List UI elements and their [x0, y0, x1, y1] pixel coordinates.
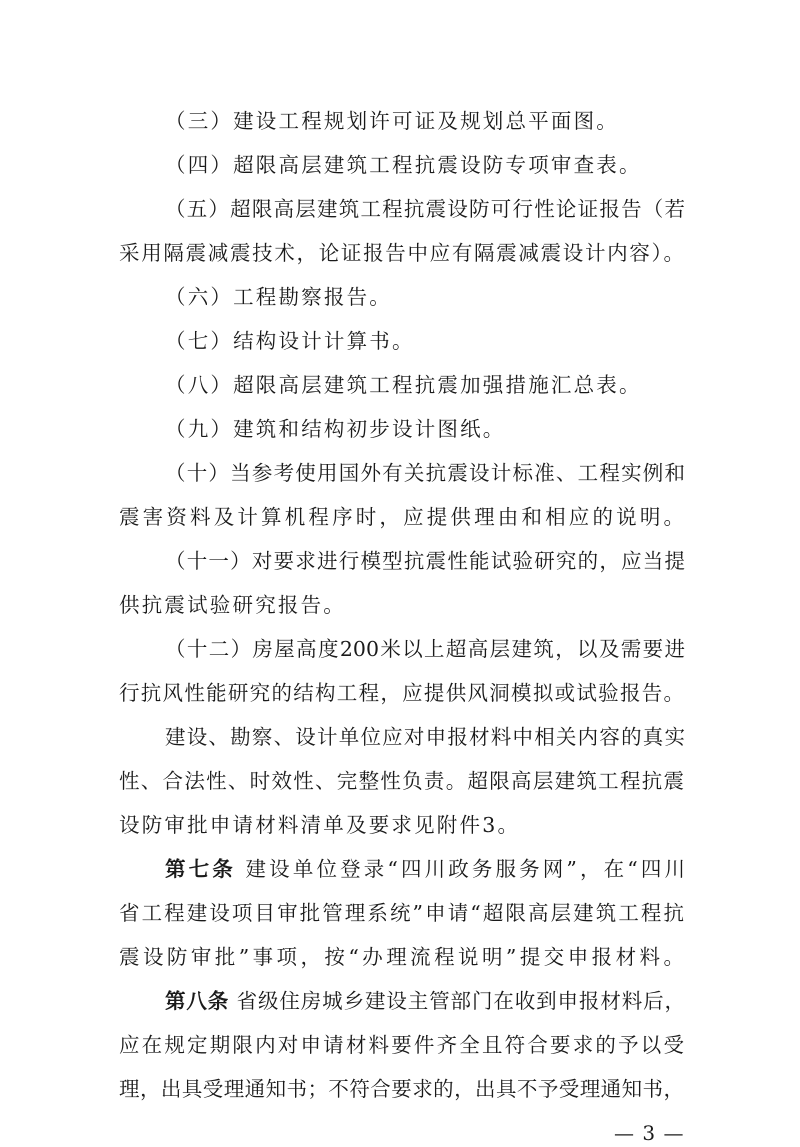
article-8-line-1 — [165, 987, 685, 1015]
list-item-5-line-1: （五）超限高层建筑工程抗震设防可行性论证报告（若 — [165, 197, 685, 221]
page-number: — 3 — — [614, 1121, 685, 1145]
article-8-line-3: 理，出具受理通知书；不符合要求的，出具不予受理通知书， — [119, 1077, 684, 1101]
list-item-7: （七）结构设计计算书。 — [165, 329, 415, 353]
list-item-6: （六）工程勘察报告。 — [165, 285, 392, 309]
list-item-5-line-2: 采用隔震减震技术，论证报告中应有隔震减震设计内容）。 — [119, 241, 684, 265]
responsibility-paragraph-line-1: 建设、勘察、设计单位应对申报材料中相关内容的真实 — [165, 725, 685, 749]
article-8-text: 省级住房城乡建设主管部门在收到申报材料后， — [229, 989, 686, 1013]
list-item-10-line-1: （十）当参考使用国外有关抗震设计标准、工程实例和 — [165, 461, 685, 485]
list-item-10-line-2: 震害资料及计算机程序时，应提供理由和相应的说明。 — [119, 505, 684, 529]
list-item-9: （九）建筑和结构初步设计图纸。 — [165, 417, 506, 441]
responsibility-paragraph-line-3: 设防审批申请材料清单及要求见附件3。 — [119, 813, 521, 837]
article-8-label: 第八条 — [165, 989, 230, 1013]
list-item-4: （四）超限高层建筑工程抗震设防专项审查表。 — [165, 153, 642, 177]
list-item-11-line-2: 供抗震试验研究报告。 — [119, 593, 346, 617]
article-8-line-2: 应在规定期限内对申请材料要件齐全且符合要求的予以受 — [119, 1033, 684, 1057]
list-item-8: （八）超限高层建筑工程抗震加强措施汇总表。 — [165, 373, 642, 397]
article-7-label: 第七条 — [165, 857, 236, 881]
responsibility-paragraph-line-2: 性、合法性、时效性、完整性负责。超限高层建筑工程抗震 — [119, 769, 684, 793]
article-7-line-3: 震设防审批”事项，按“办理流程说明”提交申报材料。 — [119, 945, 684, 969]
article-7-text: 建设单位登录“四川政务服务网”，在“四川 — [235, 857, 685, 881]
article-7-line-2: 省工程建设项目审批管理系统”申请“超限高层建筑工程抗 — [119, 901, 684, 925]
list-item-12-line-2: 行抗风性能研究的结构工程，应提供风洞模拟或试验报告。 — [119, 681, 684, 705]
list-item-3: （三）建设工程规划许可证及规划总平面图。 — [165, 109, 619, 133]
list-item-12-line-1: （十二）房屋高度200米以上超高层建筑，以及需要进 — [165, 637, 685, 661]
list-item-11-line-1: （十一）对要求进行模型抗震性能试验研究的，应当提 — [165, 549, 685, 573]
article-7-line-1 — [165, 855, 685, 883]
